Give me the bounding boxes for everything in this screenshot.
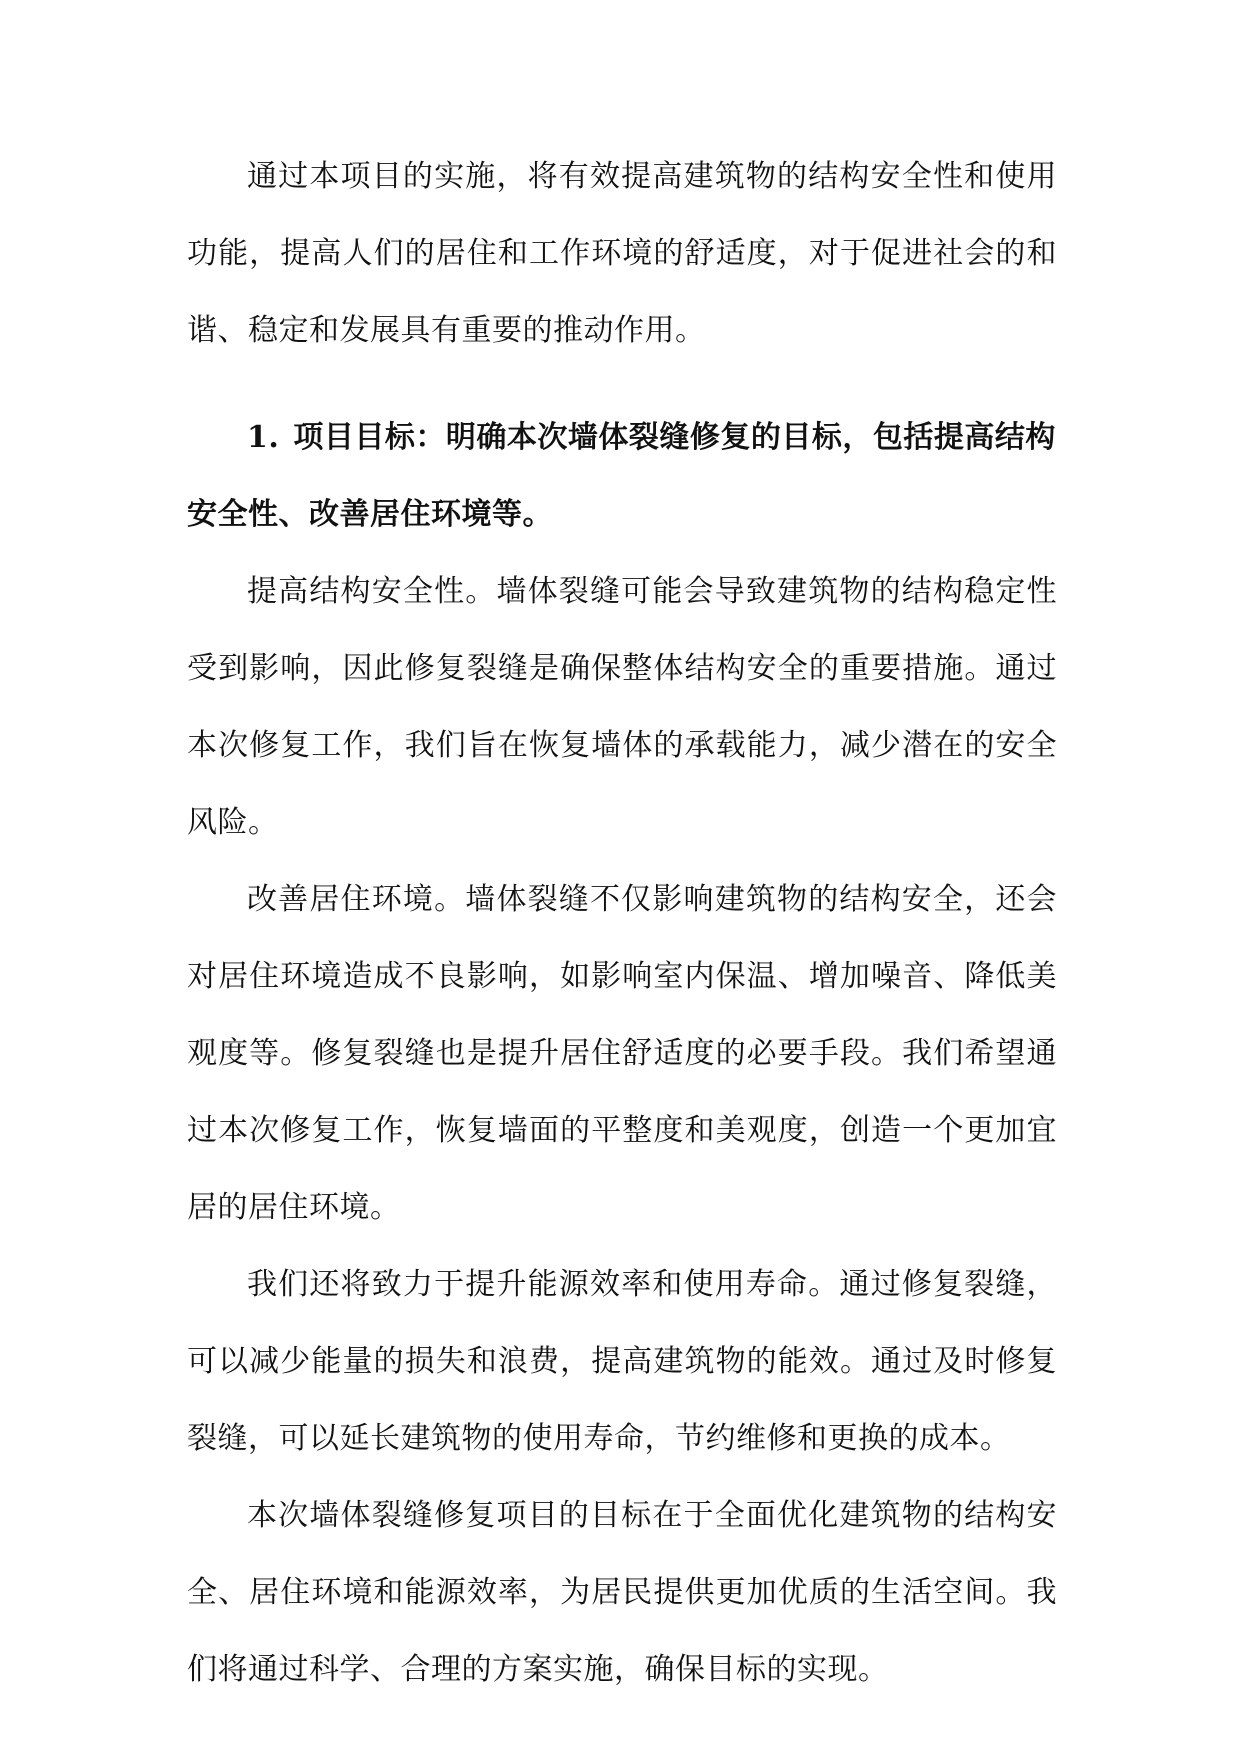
section-heading-text: 项目目标：明确本次墙体裂缝修复的目标，包括提高结构安全性、改善居住环境等。 — [187, 420, 1056, 532]
section-heading — [187, 399, 1057, 553]
paragraph-structural-safety: 提高结构安全性。墙体裂缝可能会导致建筑物的结构稳定性受到影响，因此修复裂缝是确保整体结构安全的重要措施。通过本次修复工作，我们旨在恢复墙体的承载能力，减少潜在的安全风险。 — [187, 574, 1057, 840]
document-body — [187, 138, 1057, 1708]
paragraph-living-environment: 改善居住环境。墙体裂缝不仅影响建筑物的结构安全，还会对居住环境造成不良影响，如影响室内保温、增加噪音、降低美观度等。修复裂缝也是提升居住舒适度的必要手段。我们希望通过本次修复工作，恢复墙面的平整度和美观度，创造一个更加宜居的居住环境。 — [187, 882, 1057, 1225]
section-number: 1. — [247, 420, 280, 455]
paragraph-summary: 本次墙体裂缝修复项目的目标在于全面优化建筑物的结构安全、居住环境和能源效率，为居民提供更加优质的生活空间。我们将通过科学、合理的方案实施，确保目标的实现。 — [187, 1498, 1057, 1687]
paragraph-energy-efficiency: 我们还将致力于提升能源效率和使用寿命。通过修复裂缝，可以减少能量的损失和浪费，提高建筑物的能效。通过及时修复裂缝，可以延长建筑物的使用寿命，节约维修和更换的成本。 — [187, 1267, 1057, 1456]
intro-paragraph: 通过本项目的实施，将有效提高建筑物的结构安全性和使用功能，提高人们的居住和工作环境的舒适度，对于促进社会的和谐、稳定和发展具有重要的推动作用。 — [187, 159, 1057, 348]
